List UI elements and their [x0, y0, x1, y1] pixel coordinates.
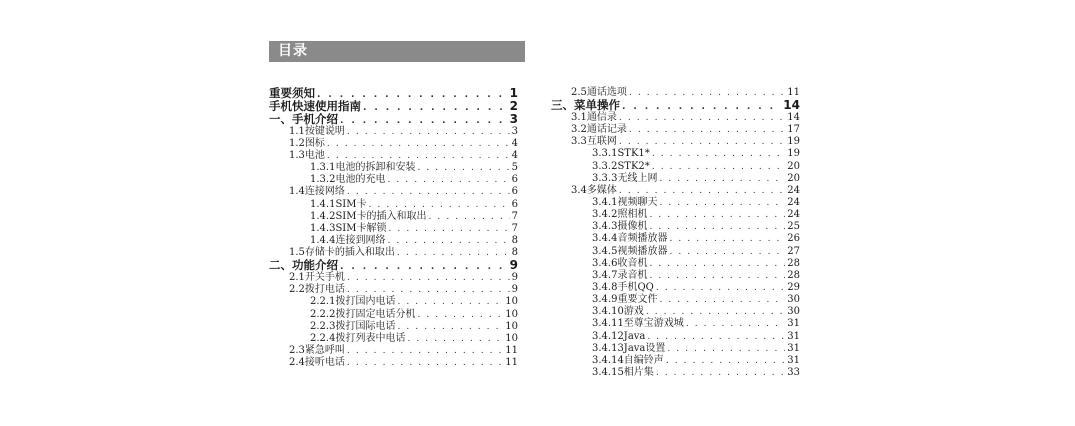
- dot-leader: [652, 148, 785, 160]
- toc-entry-label: 2.3紧急呼叫: [289, 344, 345, 356]
- toc-entry[interactable]: [551, 367, 800, 379]
- toc-entry-label: 3.4.1视频聊天: [592, 197, 658, 209]
- toc-entry[interactable]: [269, 296, 518, 308]
- toc-entry[interactable]: [551, 209, 800, 221]
- toc-entry[interactable]: [269, 186, 518, 198]
- toc-entry-label: 3.4.15相片集: [592, 366, 654, 378]
- toc-entry[interactable]: [551, 233, 800, 245]
- toc-entry[interactable]: [551, 258, 800, 270]
- toc-entry[interactable]: [269, 211, 518, 223]
- toc-entry-page: 10: [505, 296, 518, 308]
- toc-entry-page: 3: [511, 125, 518, 137]
- toc-entry-page: 6: [511, 186, 518, 198]
- dot-leader: [347, 284, 510, 296]
- toc-entry-label: 3.4.8手机QQ: [592, 282, 654, 293]
- toc-entry-page: 9: [509, 258, 518, 273]
- toc-entry[interactable]: [551, 270, 800, 282]
- toc-entry-page: 1: [509, 86, 518, 100]
- dot-leader: [428, 211, 509, 223]
- toc-entry-label: 3.3.2STK2*: [592, 160, 650, 172]
- toc-entry-label: 1.2图标: [289, 137, 325, 149]
- toc-entry-label: 1.4连接网络: [289, 186, 345, 198]
- toc-entry[interactable]: [269, 235, 518, 247]
- toc-entry-page: 10: [505, 320, 518, 332]
- toc-entry-label: 1.4.2SIM卡的插入和取出: [310, 210, 427, 222]
- dot-leader: [649, 258, 785, 270]
- toc-entry-label: 1.5存储卡的插入和取出: [289, 247, 395, 259]
- toc-entry-page: 30: [787, 294, 800, 306]
- toc-entry[interactable]: [269, 199, 518, 211]
- dot-leader: [647, 331, 785, 343]
- toc-entry-label: 2.4接听电话: [289, 357, 345, 369]
- dot-leader: [649, 270, 785, 282]
- toc-entry-label: 1.4.1SIM卡: [310, 198, 367, 210]
- toc-entry-page: 29: [787, 282, 800, 293]
- toc-entry-label: 3.4.14自编铃声: [592, 354, 664, 366]
- dot-leader: [347, 357, 503, 369]
- dot-leader: [649, 209, 785, 221]
- toc-entry-label: 2.5通话选项: [571, 87, 627, 98]
- dot-leader: [659, 197, 785, 209]
- dot-leader: [659, 173, 785, 185]
- toc-entry[interactable]: [269, 345, 518, 357]
- toc-entry-page: 9: [511, 272, 518, 284]
- toc-entry-label: 3.4.5视频播放器: [592, 245, 668, 257]
- dot-leader: [667, 343, 785, 355]
- dot-leader: [619, 112, 785, 124]
- toc-entry[interactable]: [551, 246, 800, 258]
- toc-entry-label: 1.4.3SIM卡解锁: [310, 222, 387, 234]
- toc-entry-page: 17: [787, 124, 800, 136]
- toc-entry-label: 3.4.11至尊宝游戏城: [592, 318, 684, 330]
- dot-leader: [397, 296, 503, 308]
- toc-entry-page: 10: [505, 308, 518, 320]
- dot-leader: [347, 272, 510, 284]
- toc-entry-label: 2.2.4拨打列表中电话: [310, 332, 406, 344]
- toc-entry-label: 3.4.10游戏: [592, 306, 644, 318]
- toc-entry[interactable]: [269, 126, 518, 138]
- toc-entry-page: 6: [511, 198, 518, 210]
- toc-entry-label: 3.2通话记录: [571, 124, 627, 136]
- toc-entry[interactable]: [269, 333, 518, 345]
- toc-entry-label: 3.4.13Java设置: [592, 342, 666, 354]
- toc-entry-page: 24: [787, 209, 800, 221]
- toc-entry[interactable]: [551, 294, 800, 306]
- toc-entry[interactable]: [551, 306, 800, 318]
- toc-entry-label: 2.1开关手机: [289, 272, 345, 284]
- toc-entry-label: 1.1按键说明: [289, 125, 345, 137]
- toc-entry[interactable]: [269, 150, 518, 162]
- toc-entry-label: 二、功能介绍: [269, 258, 338, 273]
- toc-entry-page: 30: [787, 306, 800, 318]
- dot-leader: [347, 186, 510, 198]
- toc-entry-page: 31: [787, 330, 800, 342]
- toc-entry-label: 2.2.2拨打固定电话分机: [310, 308, 416, 320]
- toc-entry[interactable]: [551, 112, 800, 124]
- toc-entry-label: 3.3.1STK1*: [592, 148, 650, 160]
- toc-entry-label: 重要须知: [269, 86, 315, 100]
- toc-entry[interactable]: [269, 100, 518, 113]
- dot-leader: [629, 124, 785, 136]
- dot-leader: [387, 235, 509, 247]
- toc-entry-label: 3.1通信录: [571, 112, 617, 124]
- toc-entry-label: 1.4.4连接到网络: [310, 234, 386, 246]
- dot-leader: [652, 161, 785, 173]
- dot-leader: [686, 318, 785, 330]
- toc-entry-page: 11: [787, 87, 800, 98]
- toc-entry-label: 2.2.3拨打国际电话: [310, 320, 396, 332]
- dot-leader: [417, 309, 503, 321]
- toc-entry[interactable]: [269, 223, 518, 235]
- dot-leader: [347, 126, 510, 138]
- toc-entry-page: 3: [509, 111, 518, 126]
- dot-leader: [669, 246, 785, 258]
- toc-entry[interactable]: [269, 272, 518, 284]
- toc-entry[interactable]: [269, 259, 518, 272]
- toc-entry-label: 1.3.1电池的拆卸和安装: [310, 162, 416, 174]
- toc-entry-label: 2.2拨打电话: [289, 284, 345, 296]
- toc-entry[interactable]: [551, 331, 800, 343]
- dot-leader: [417, 162, 509, 174]
- toc-entry-page: 4: [511, 137, 518, 149]
- toc-entry-page: 14: [783, 98, 800, 113]
- toc-entry[interactable]: [269, 321, 518, 333]
- toc-entry[interactable]: [269, 87, 518, 100]
- toc-column-right: [551, 87, 800, 379]
- toc-entry[interactable]: [269, 113, 518, 126]
- dot-leader: [666, 355, 785, 367]
- dot-leader: [619, 185, 785, 197]
- toc-entry-page: 5: [511, 162, 518, 174]
- toc-entry[interactable]: [269, 138, 518, 150]
- toc-entry-label: 3.4.9重要文件: [592, 294, 658, 306]
- toc-entry-page: 31: [787, 354, 800, 366]
- toc-title-bar: [269, 41, 525, 62]
- toc-entry-label: 3.4.12Java: [592, 330, 646, 342]
- toc-entry-label: 3.4.7录音机: [592, 269, 648, 281]
- toc-entry-page: 28: [787, 269, 800, 281]
- toc-entry[interactable]: [551, 318, 800, 330]
- toc-entry-page: 11: [505, 344, 518, 356]
- toc-entry[interactable]: [269, 174, 518, 186]
- dot-leader: [669, 233, 785, 245]
- toc-entry-page: 10: [505, 332, 518, 344]
- toc-entry-page: 14: [787, 112, 800, 124]
- toc-entry-page: 8: [511, 234, 518, 246]
- dot-leader: [363, 102, 508, 115]
- toc-entry-label: 三、菜单操作: [551, 98, 620, 113]
- toc-entry-page: 19: [787, 136, 800, 148]
- toc-entry-page: 26: [787, 233, 800, 245]
- dot-leader: [407, 333, 503, 345]
- toc-title: 目录: [278, 43, 308, 59]
- toc-entry[interactable]: [551, 185, 800, 197]
- toc-entry-page: 8: [511, 247, 518, 259]
- toc-entry[interactable]: [551, 343, 800, 355]
- toc-entry-page: 27: [787, 245, 800, 257]
- toc-entry-label: 手机快速使用指南: [269, 98, 361, 113]
- dot-leader: [388, 223, 509, 235]
- toc-entry[interactable]: [551, 355, 800, 367]
- toc-entry[interactable]: [551, 124, 800, 136]
- dot-leader: [397, 321, 503, 333]
- toc-entry-page: 25: [787, 221, 800, 233]
- dot-leader: [397, 247, 510, 259]
- toc-entry-label: 3.3.3无线上网: [592, 172, 658, 184]
- dot-leader: [387, 174, 509, 186]
- toc-entry-label: 1.3电池: [289, 149, 325, 161]
- toc-entry-label: 3.3互联网: [571, 136, 617, 148]
- toc-entry-page: 31: [787, 318, 800, 330]
- toc-entry-page: 24: [787, 197, 800, 209]
- dot-leader: [347, 345, 503, 357]
- dot-leader: [659, 294, 785, 306]
- toc-entry-page: 20: [787, 160, 800, 172]
- toc-entry-label: 3.4多媒体: [571, 184, 617, 196]
- toc-entry-page: 28: [787, 257, 800, 269]
- dot-leader: [327, 138, 510, 150]
- toc-entry[interactable]: [551, 99, 800, 112]
- toc-entry[interactable]: [551, 148, 800, 160]
- toc-entry-page: 7: [511, 210, 518, 222]
- toc-entry-page: 19: [787, 148, 800, 160]
- toc-entry[interactable]: [269, 357, 518, 369]
- dot-leader: [619, 136, 785, 148]
- toc-entry[interactable]: [551, 173, 800, 185]
- toc-entry[interactable]: [551, 221, 800, 233]
- dot-leader: [656, 367, 785, 379]
- toc-entry-label: 3.4.6收音机: [592, 257, 648, 269]
- toc-entry-page: 4: [511, 149, 518, 161]
- toc-entry-page: 2: [509, 98, 518, 113]
- toc-entry-label: 1.3.2电池的充电: [310, 174, 386, 186]
- toc-entry-label: 3.4.2照相机: [592, 209, 648, 221]
- toc-entry-label: 3.4.4音频播放器: [592, 233, 668, 245]
- dot-leader: [368, 199, 509, 211]
- toc-entry[interactable]: [269, 162, 518, 174]
- toc-entry-page: 24: [787, 184, 800, 196]
- toc-entry-label: 2.2.1拨打国内电话: [310, 296, 396, 308]
- toc-entry[interactable]: [551, 136, 800, 148]
- toc-entry[interactable]: [551, 282, 800, 294]
- toc-entry-page: 9: [511, 284, 518, 296]
- toc-entry-page: 31: [787, 342, 800, 354]
- dot-leader: [649, 221, 785, 233]
- dot-leader: [646, 306, 785, 318]
- toc-entry[interactable]: [269, 309, 518, 321]
- toc-entry[interactable]: [269, 284, 518, 296]
- toc-entry-page: 7: [511, 222, 518, 234]
- dot-leader: [327, 150, 510, 162]
- toc-entry[interactable]: [551, 161, 800, 173]
- dot-leader: [656, 282, 785, 294]
- toc-entry-page: 11: [505, 357, 518, 369]
- toc-column-left: [269, 87, 518, 369]
- toc-entry-page: 33: [787, 366, 800, 378]
- toc-entry-page: 6: [511, 174, 518, 186]
- toc-entry-page: 20: [787, 172, 800, 184]
- toc-entry-label: 3.4.3摄像机: [592, 221, 648, 233]
- toc-entry-label: 一、手机介绍: [269, 111, 338, 126]
- toc-entry[interactable]: [551, 197, 800, 209]
- dot-leader: [629, 87, 785, 99]
